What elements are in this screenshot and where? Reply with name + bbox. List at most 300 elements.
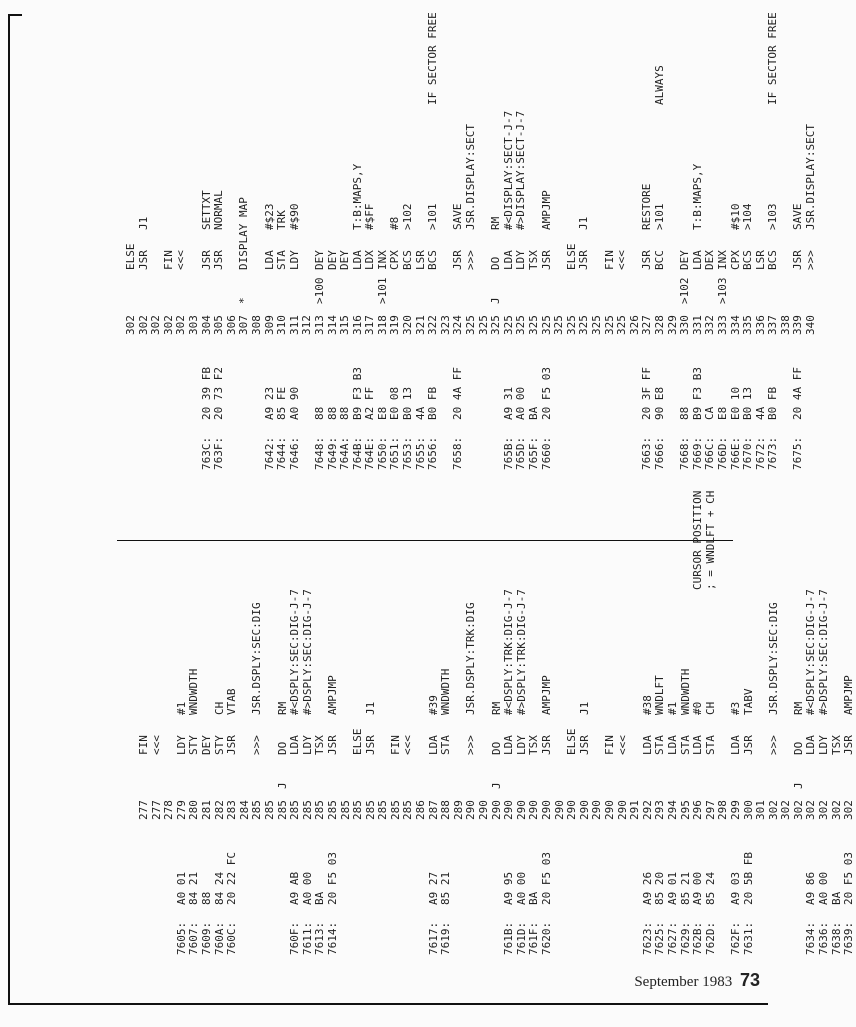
- listing-line: [554, 455, 567, 955]
- listing-line: 334: [728, 315, 742, 335]
- listing-addr: 760C:: [225, 921, 239, 955]
- listing-addr: 7614:: [325, 921, 339, 955]
- listing-line: 285: [388, 800, 402, 820]
- listing-bytes: A9 86: [804, 871, 818, 905]
- listing-arg: #$10: [728, 203, 742, 230]
- listing-line: [528, 50, 541, 470]
- listing-addr: 760F:: [288, 921, 302, 955]
- listing-arg: CH: [212, 701, 226, 715]
- listing-arg: #>DISPLAY:SECT-J-7: [514, 110, 528, 230]
- listing-line: 285: [376, 800, 390, 820]
- listing-arg: #$90: [287, 203, 301, 230]
- listing-line: [314, 50, 327, 470]
- listing-op: LDX: [363, 250, 377, 270]
- listing-line: 328: [652, 315, 666, 335]
- listing-arg: #>DSPLY:SEC:DIG-J-7: [300, 589, 314, 715]
- listing-cmt: IF SECTOR FREE: [426, 12, 440, 105]
- listing-line: 286: [414, 800, 428, 820]
- listing-arg: AMPJMP: [325, 675, 339, 715]
- listing-line: [138, 50, 151, 470]
- listing-op: JSR: [577, 735, 591, 755]
- listing-line: 307: [237, 315, 251, 335]
- listing-bytes: A9 00: [691, 871, 705, 905]
- listing-line: [843, 455, 856, 955]
- listing-addr: 766C:: [703, 436, 717, 470]
- listing-line: 302: [174, 315, 188, 335]
- listing-op: <<<: [615, 250, 629, 270]
- listing-line: 282: [212, 800, 226, 820]
- listing-line: [617, 455, 630, 955]
- listing-line: 278: [162, 800, 176, 820]
- listing-addr: 761F:: [527, 921, 541, 955]
- listing-line: 325: [501, 315, 515, 335]
- listing-line: 325: [464, 315, 478, 335]
- listing-bytes: A2 FF: [363, 386, 377, 420]
- listing-line: [742, 50, 755, 470]
- listing-bytes: A9 26: [640, 871, 654, 905]
- listing-bytes: 20 22 FC: [225, 852, 239, 905]
- listing-bytes: 20 73 F2: [212, 367, 226, 420]
- listing-addr: 7644:: [275, 436, 289, 470]
- listing-label: >101: [375, 277, 389, 304]
- listing-bytes: 84 24: [212, 871, 226, 905]
- listing-line: [402, 455, 415, 955]
- listing-label: >102: [678, 277, 692, 304]
- listing-addr: 763C:: [199, 436, 213, 470]
- listing-bytes: B0 13: [401, 386, 415, 420]
- listing-line: 297: [703, 800, 717, 820]
- listing-addr: 7631:: [741, 921, 755, 955]
- listing-addr: 7658:: [451, 436, 465, 470]
- listing-line: [138, 455, 151, 955]
- listing-line: 325: [552, 315, 566, 335]
- listing-bytes: 20 39 FB: [199, 367, 213, 420]
- listing-addr: 7656:: [426, 436, 440, 470]
- listing-line: [578, 50, 591, 470]
- listing-line: [541, 455, 554, 955]
- listing-bytes: 4A: [753, 406, 767, 420]
- listing-op: TSX: [527, 735, 541, 755]
- listing-arg: #<DISPLAY:SECT-J-7: [501, 110, 515, 230]
- listing-line: 277: [137, 800, 150, 820]
- listing-cmt: ALWAYS: [652, 65, 666, 105]
- listing-arg: RESTORE: [640, 183, 654, 230]
- listing-op: FIN: [602, 735, 616, 755]
- listing-op: JSR: [199, 250, 213, 270]
- listing-line: 290: [514, 800, 528, 820]
- listing-addr: 764E:: [363, 436, 377, 470]
- listing-addr: 765D:: [514, 436, 528, 470]
- listing-addr: 7648:: [312, 436, 326, 470]
- listing-line: 302: [766, 800, 780, 820]
- listing-op: FIN: [161, 250, 175, 270]
- listing-arg: #39: [426, 695, 440, 715]
- listing-line: 283: [225, 800, 239, 820]
- listing-op: STY: [212, 735, 226, 755]
- listing-bytes: E8: [375, 406, 389, 420]
- listing-op: TSX: [527, 250, 540, 270]
- listing-arg: WNDWDTH: [439, 668, 453, 715]
- listing-line: 310: [275, 315, 289, 335]
- listing-addr: 7629:: [678, 921, 692, 955]
- listing-arg: #3: [728, 701, 742, 715]
- listing-bytes: A0 01: [174, 871, 188, 905]
- listing-line: [213, 50, 226, 470]
- listing-line: 301: [754, 800, 768, 820]
- listing-op: LDA: [665, 735, 679, 755]
- listing-op: LDY: [287, 250, 301, 270]
- listing-addr: 766E:: [728, 436, 742, 470]
- listing-line: 333: [715, 315, 729, 335]
- upper-listing: [124, 12, 818, 470]
- listing-op: <<<: [401, 735, 415, 755]
- listing-addr: 7605:: [174, 921, 188, 955]
- listing-addr: 761B:: [502, 921, 516, 955]
- listing-addr: 764A:: [338, 436, 352, 470]
- listing-line: [377, 455, 390, 955]
- listing-arg: SETTXT: [199, 190, 213, 230]
- listing-bytes: CA: [703, 406, 717, 420]
- listing-line: [390, 455, 403, 955]
- listing-bytes: 88: [199, 891, 213, 905]
- listing-arg: >101: [652, 203, 666, 230]
- listing-line: 323: [438, 315, 452, 335]
- listing-op: INX: [715, 250, 729, 270]
- listing-bytes: A9 01: [665, 871, 679, 905]
- listing-op: CPX: [728, 250, 742, 270]
- listing-op: DEY: [678, 250, 692, 270]
- listing-line: [755, 455, 768, 955]
- listing-op: LDA: [350, 250, 364, 270]
- listing-line: 281: [199, 800, 213, 820]
- lower-listing: [138, 455, 856, 955]
- listing-arg: WNDLFT: [653, 675, 667, 715]
- listing-op: FIN: [602, 250, 616, 270]
- listing-op: DO: [489, 741, 503, 755]
- listing-op: FIN: [388, 735, 402, 755]
- listing-bytes: 20 F5 03: [842, 852, 856, 905]
- listing-line: [478, 455, 491, 955]
- listing-addr: 7649:: [325, 436, 339, 470]
- listing-line: 295: [678, 800, 692, 820]
- listing-op: ELSE: [351, 728, 365, 755]
- listing-line: 325: [615, 315, 629, 335]
- listing-arg: #<DSPLY:TRK:DIG-J-7: [502, 589, 516, 715]
- listing-line: 299: [728, 800, 742, 820]
- listing-op: STA: [275, 250, 289, 270]
- listing-bytes: B9 F3 B3: [350, 367, 364, 420]
- listing-op: JSR: [363, 735, 377, 755]
- listing-line: 290: [602, 800, 616, 820]
- listing-bytes: A0 90: [287, 386, 301, 420]
- listing-line: [730, 455, 743, 955]
- listing-op: LDY: [300, 735, 314, 755]
- listing-line: 302: [829, 800, 843, 820]
- listing-bytes: 90 E8: [652, 386, 666, 420]
- listing-line: [768, 455, 781, 955]
- listing-arg: JSR.DSPLY:SEC:DIG: [250, 602, 264, 715]
- listing-bytes: 85 21: [439, 871, 453, 905]
- listing-line: 285: [288, 800, 302, 820]
- listing-arg: >102: [401, 203, 415, 230]
- listing-addr: 762D:: [703, 921, 717, 955]
- listing-bytes: B9 F3 B3: [690, 367, 704, 420]
- listing-op: STA: [678, 735, 692, 755]
- listing-bytes: 20 3F FF: [640, 367, 654, 420]
- listing-op: ELSE: [124, 243, 137, 270]
- listing-line: 326: [627, 315, 641, 335]
- listing-addr: 7663:: [640, 436, 654, 470]
- listing-op: <<<: [174, 250, 188, 270]
- listing-line: 290: [489, 800, 503, 820]
- listing-addr: 7623:: [640, 921, 654, 955]
- listing-op: <<<: [149, 735, 163, 755]
- listing-line: 303: [186, 315, 200, 335]
- listing-addr: 7670:: [741, 436, 755, 470]
- listing-op: DO: [791, 741, 805, 755]
- listing-line: 337: [766, 315, 780, 335]
- listing-arg: T:B:MAPS,Y: [350, 163, 364, 230]
- listing-line: 325: [476, 315, 490, 335]
- listing-line: 290: [464, 800, 478, 820]
- listing-addr: 7646:: [287, 436, 301, 470]
- listing-op: LDY: [174, 735, 188, 755]
- listing-arg: J1: [363, 701, 377, 715]
- listing-line: 302: [804, 800, 818, 820]
- listing-addr: 7642:: [262, 436, 276, 470]
- listing-addr: 7611:: [300, 921, 314, 955]
- listing-bytes: 85 20: [653, 871, 667, 905]
- listing-op: LSR: [753, 250, 767, 270]
- listing-op: DEY: [199, 735, 213, 755]
- listing-op: DEY: [338, 250, 352, 270]
- listing-op: BCS: [401, 250, 415, 270]
- listing-line: [604, 455, 617, 955]
- listing-addr: 7607:: [187, 921, 201, 955]
- listing-bytes: A9 95: [502, 871, 516, 905]
- listing-line: [150, 50, 163, 470]
- listing-bytes: 88: [312, 406, 326, 420]
- listing-op: LDY: [514, 735, 528, 755]
- listing-arg: TRK: [275, 210, 289, 230]
- listing-line: 288: [439, 800, 453, 820]
- listing-op: DEX: [703, 250, 717, 270]
- listing-line: [188, 455, 201, 955]
- listing-arg: JSR.DISPLAY:SECT: [464, 124, 478, 230]
- listing-addr: 7655:: [413, 436, 427, 470]
- listing-line: [490, 50, 503, 470]
- listing-addr: 765B:: [501, 436, 515, 470]
- listing-line: [340, 455, 353, 955]
- listing-bytes: BA: [829, 891, 843, 905]
- listing-op: CPX: [388, 250, 402, 270]
- listing-bytes: A9 23: [262, 386, 276, 420]
- listing-op: LDA: [501, 250, 515, 270]
- listing-bytes: B0 FB: [766, 386, 780, 420]
- listing-line: 296: [691, 800, 705, 820]
- listing-bytes: 84 21: [187, 871, 201, 905]
- listing-arg: #0: [691, 701, 705, 715]
- listing-bytes: A0 00: [300, 871, 314, 905]
- listing-line: 314: [325, 315, 339, 335]
- listing-line: 338: [778, 315, 792, 335]
- listing-line: 285: [363, 800, 377, 820]
- listing-addr: 766D:: [715, 436, 729, 470]
- listing-line: [818, 455, 831, 955]
- listing-line: 327: [640, 315, 654, 335]
- listing-op: LDA: [502, 735, 516, 755]
- listing-addr: 7619:: [439, 921, 453, 955]
- listing-addr: 761D:: [514, 921, 528, 955]
- page-number: 73: [739, 970, 760, 990]
- listing-op: STY: [187, 735, 201, 755]
- listing-line: 306: [224, 315, 238, 335]
- listing-arg: #$23: [262, 203, 276, 230]
- listing-label: >100: [312, 277, 326, 304]
- listing-op: FIN: [137, 735, 150, 755]
- listing-arg: #>DSPLY:SEC:DIG-J-7: [817, 589, 831, 715]
- listing-op: LDA: [804, 735, 818, 755]
- listing-line: 329: [665, 315, 679, 335]
- listing-line: [289, 455, 302, 955]
- listing-arg: J1: [577, 216, 591, 230]
- listing-line: 291: [628, 800, 642, 820]
- listing-arg: RM: [275, 701, 289, 715]
- listing-line: [426, 12, 440, 470]
- listing-cmt: ; = WNDLFT + CH: [703, 490, 717, 590]
- listing-op: >>>: [766, 735, 780, 755]
- listing-op: >>>: [250, 735, 264, 755]
- listing-arg: #1: [665, 701, 679, 715]
- listing-line: 287: [426, 800, 440, 820]
- listing-addr: 7634:: [804, 921, 818, 955]
- listing-bytes: 85 21: [678, 871, 692, 905]
- listing-line: 325: [564, 315, 578, 335]
- listing-line: 293: [653, 800, 667, 820]
- listing-bytes: 88: [338, 406, 352, 420]
- listing-op: DO: [275, 741, 289, 755]
- listing-op: STA: [703, 735, 717, 755]
- listing-op: TSX: [313, 735, 327, 755]
- listing-op: LDA: [426, 735, 440, 755]
- listing-addr: 760A:: [212, 921, 226, 955]
- listing-line: 319: [388, 315, 402, 335]
- listing-op: BCS: [766, 250, 780, 270]
- listing-cmt: IF SECTOR FREE: [766, 12, 780, 105]
- listing-addr: 7617:: [426, 921, 440, 955]
- listing-line: [553, 50, 566, 470]
- listing-line: 325: [514, 315, 528, 335]
- listing-line: 315: [338, 315, 352, 335]
- listing-arg: SAVE: [791, 203, 805, 230]
- listing-op: JSR: [741, 735, 755, 755]
- listing-line: 304: [199, 315, 213, 335]
- listing-line: 316: [350, 315, 364, 335]
- listing-line: 302: [817, 800, 831, 820]
- listing-op: BCC: [652, 250, 666, 270]
- listing-line: 321: [413, 315, 427, 335]
- listing-line: [541, 50, 554, 470]
- listing-line: [339, 50, 352, 470]
- page-footer: [634, 970, 760, 991]
- listing-arg: T:B:MAPS,Y: [690, 163, 704, 230]
- listing-op: LDA: [288, 735, 302, 755]
- listing-op: LDA: [262, 250, 276, 270]
- listing-arg: #>DSPLY:TRK:DIG-J-7: [514, 589, 528, 715]
- listing-line: [805, 50, 818, 470]
- listing-addr: 7638:: [829, 921, 843, 955]
- listing-op: >>>: [464, 735, 478, 755]
- listing-line: [780, 455, 793, 955]
- listing-op: JSR: [791, 250, 805, 270]
- listing-op: JSR: [212, 250, 226, 270]
- listing-line: 317: [363, 315, 377, 335]
- listing-addr: 7672:: [753, 436, 767, 470]
- listing-op: LDY: [817, 735, 831, 755]
- listing-op: JSR: [540, 735, 553, 755]
- listing-bytes: A0 00: [817, 871, 831, 905]
- listing-line: 340: [804, 315, 818, 335]
- listing-bytes: A9 27: [426, 871, 440, 905]
- listing-arg: WNDWDTH: [187, 668, 201, 715]
- listing-line: [188, 50, 201, 470]
- listing-line: [365, 455, 378, 955]
- listing-line: 305: [212, 315, 226, 335]
- listing-addr: 7620:: [540, 921, 553, 955]
- listing-bytes: 20 4A FF: [451, 367, 465, 420]
- listing-line: [566, 455, 579, 955]
- listing-arg: AMPJMP: [842, 675, 856, 715]
- listing-bytes: BA: [313, 891, 327, 905]
- listing-line: 322: [426, 315, 440, 335]
- listing-label: J: [275, 782, 289, 789]
- listing-arg: RM: [489, 701, 503, 715]
- listing-line: 292: [640, 800, 654, 820]
- listing-line: 325: [489, 315, 503, 335]
- listing-line: [743, 455, 756, 955]
- listing-op: TSX: [829, 735, 843, 755]
- listing-line: 290: [477, 800, 491, 820]
- listing-line: [717, 50, 730, 470]
- listing-line: [679, 50, 692, 470]
- listing-arg: JSR.DSPLY:SEC:DIG: [766, 602, 780, 715]
- listing-arg: AMPJMP: [539, 190, 553, 230]
- listing-bytes: 85 24: [703, 871, 717, 905]
- listing-line: [766, 12, 780, 470]
- listing-line: [151, 455, 164, 955]
- listing-line: 302: [149, 315, 163, 335]
- listing-op: ELSE: [565, 728, 579, 755]
- listing-op: <<<: [615, 735, 629, 755]
- listing-op: LDA: [640, 735, 654, 755]
- listing-line: 290: [615, 800, 629, 820]
- listing-op: JSR: [325, 735, 339, 755]
- listing-line: 339: [791, 315, 805, 335]
- listing-line: 318: [375, 315, 389, 335]
- listing-line: [402, 50, 415, 470]
- listing-line: 294: [665, 800, 679, 820]
- listing-line: 320: [401, 315, 415, 335]
- listing-line: 277: [149, 800, 163, 820]
- listing-line: 298: [716, 800, 730, 820]
- listing-line: [667, 455, 680, 955]
- listing-bytes: A9 03: [728, 871, 742, 905]
- listing-line: [289, 50, 302, 470]
- listing-line: [616, 50, 629, 470]
- listing-label: >103: [715, 277, 729, 304]
- listing-op: >>>: [464, 250, 478, 270]
- listing-arg: #<DSPLY:SEC:DIG-J-7: [804, 589, 818, 715]
